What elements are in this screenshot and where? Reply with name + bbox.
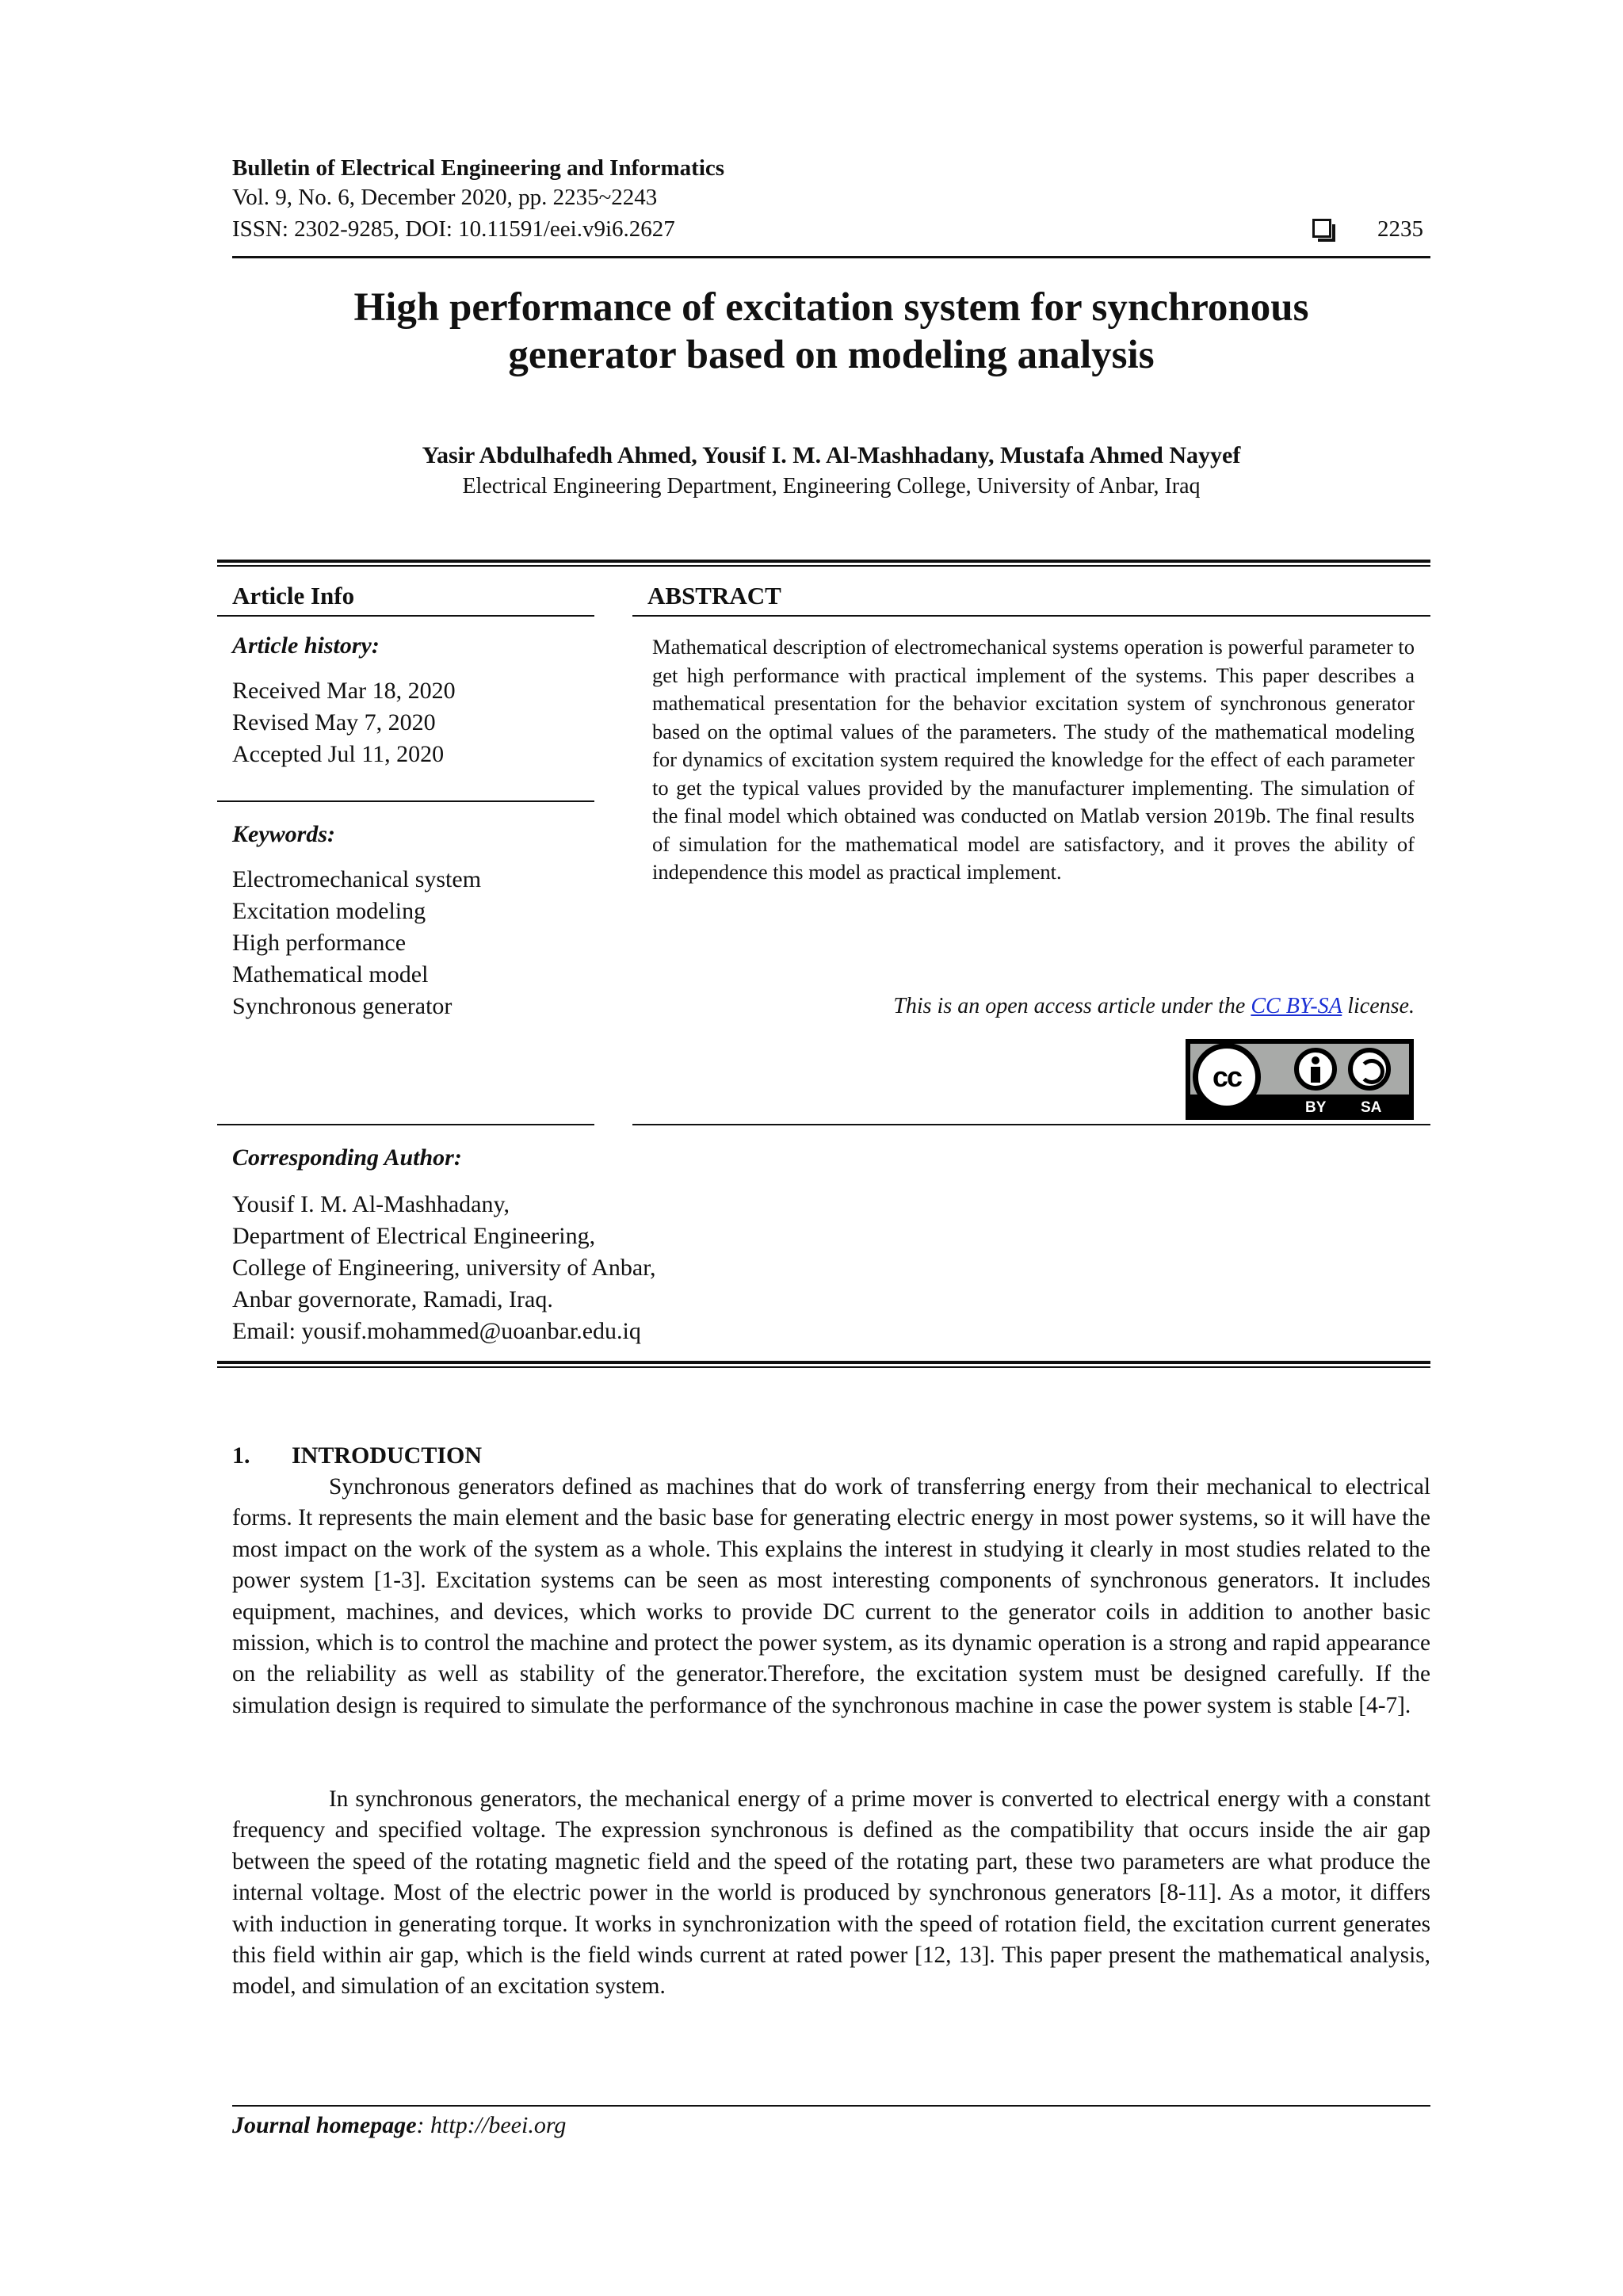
cc-by-sa-badge[interactable] [1186,1039,1414,1120]
paper-title [232,284,1430,379]
journal-name: Bulletin of Electrical Engineering and Informatics [232,155,725,181]
paragraph-text: In synchronous generators, the mechanical energy of a prime mover is converted to electrical energy with a constant frequency and specified voltage. The expression synchronous is defined as the compatibility that occurs inside the air gap between the speed of the rotating magnetic field and the speed of the rotating part, these two parameters are what produce the internal voltage. Most of the electric power in the world is produced by synchronous generators [8-11]. As a motor, it differs with induction in generating torque. It works in synchronization with the speed of rotation field, the excitation current generates this field within air gap, which is the field winds current at rated power [12, 13]. This paper present the mathematical analysis, model, and simulation of an excitation system. [232,1786,1430,2000]
keyword-item: Synchronous generator [232,993,453,1019]
keywords-list [232,864,481,1022]
article-info-rule [217,615,594,617]
share-alike-icon [1348,1048,1391,1091]
section-number: 1. [232,1442,250,1469]
corresponding-email: Email: yousif.mohammed@uoanbar.edu.iq [232,1318,641,1344]
license-link[interactable]: CC BY-SA [1251,994,1342,1018]
corresponding-line: Anbar governorate, Ramadi, Iraq. [232,1286,553,1312]
abstract-bottom-rule [632,1124,1430,1125]
affiliation: Electrical Engineering Department, Engineering College, University of Anbar, Iraq [462,474,1201,499]
keyword-item: High performance [232,930,407,956]
page-number: 2235 [1377,216,1423,242]
abstract-text: Mathematical description of electromechanical systems operation is powerful parameter to get high performance with practical implement of the systems. This paper describes a mathematical presentation for the behavior excitation system of synchronous generator based on the optimal values of the parameters. The study of the mathematical modeling for dynamics of excitation system required the knowledge for the effect of each parameter to get the typical values provided by the manufacturer implementing. The simulation of the final model which obtained was conducted on Matlab version 2019b. The final results of simulation for the mathematical model are satisfactory, and it proves the ability of independence this model as practical implement. [652,635,1415,884]
cc-sa-label: SA [1361,1099,1382,1116]
corresponding-line: Yousif I. M. Al-Mashhadany, [232,1191,510,1217]
article-info-heading: Article Info [232,582,355,609]
title-line-1: High performance of excitation system for synchronous [353,285,1309,330]
section-heading-introduction [232,1442,482,1470]
homepage-label: Journal homepage [232,2112,417,2138]
abstract-rule [632,615,1430,617]
abstract-heading: ABSTRACT [647,582,781,609]
issn-doi: ISSN: 2302-9285, DOI: 10.11591/eei.v9i6.2627 [232,216,675,242]
history-revised: Revised May 7, 2020 [232,709,436,735]
keyword-item: Mathematical model [232,961,429,988]
history-heading: Article history: [232,632,380,659]
history-received: Received Mar 18, 2020 [232,678,456,704]
history-accepted: Accepted Jul 11, 2020 [232,741,445,767]
keyword-item: Electromechanical system [232,866,482,892]
header-rule [232,256,1430,258]
section-title: INTRODUCTION [292,1442,483,1469]
corresponding-line: Department of Electrical Engineering, [232,1223,596,1249]
footer-rule [232,2105,1430,2107]
intro-paragraph-1 [232,1472,1430,1721]
homepage-url[interactable]: : http://beei.org [416,2112,567,2138]
authors: Yasir Abdulhafedh Ahmed, Yousif I. M. Al-Mashhadany, Mustafa Ahmed Nayyef [422,442,1241,468]
intro-paragraph-2 [232,1784,1430,2003]
keywords-rule [217,1124,594,1125]
license-notice [652,993,1415,1020]
corresponding-heading: Corresponding Author: [232,1144,462,1171]
keyword-item: Excitation modeling [232,898,426,924]
attribution-person-icon [1294,1048,1337,1091]
title-line-2: generator based on modeling analysis [508,333,1155,377]
journal-homepage [232,2111,566,2141]
info-box-top-rule-inner [217,565,1430,567]
info-box-bottom-rule [217,1361,1430,1364]
history-list [232,675,456,770]
history-rule [217,800,594,802]
cc-by-label: BY [1305,1099,1327,1116]
info-box-top-rule [217,560,1430,563]
corresponding-author-block [232,1189,656,1347]
keywords-heading: Keywords: [232,821,335,847]
license-prefix: This is an open access article under the [893,994,1251,1018]
paragraph-text: Synchronous generators defined as machines that do work of transferring energy from their mechanical to electrical forms. It represents the main element and the basic base for generating electric energy in most power systems, so it will have the most impact on the work of the system as a whole. This explains the interest in studying it clearly in most studies related to the power system [1-3]. Excitation systems can be seen as most interesting components of synchronous generators. It includes equipment, machines, and devices, which works to provide DC current to the generator coils in addition to another basic mission, which is to control the machine and protect the power system, as its dynamic operation is a strong and rapid appearance on the reliability as well as stability of the generator.Therefore, the excitation system must be designed carefully. If the simulation design is required to simulate the performance of the synchronous machine in case the power system is stable [4-7]. [232,1474,1430,1718]
corresponding-line: College of Engineering, university of Anbar, [232,1255,656,1281]
info-box-bottom-rule-inner [217,1366,1430,1368]
license-suffix: license. [1342,994,1415,1018]
cc-icon: cc [1193,1043,1261,1111]
checkbox-square-icon [1312,219,1331,238]
volume-info: Vol. 9, No. 6, December 2020, pp. 2235~2243 [232,185,658,210]
